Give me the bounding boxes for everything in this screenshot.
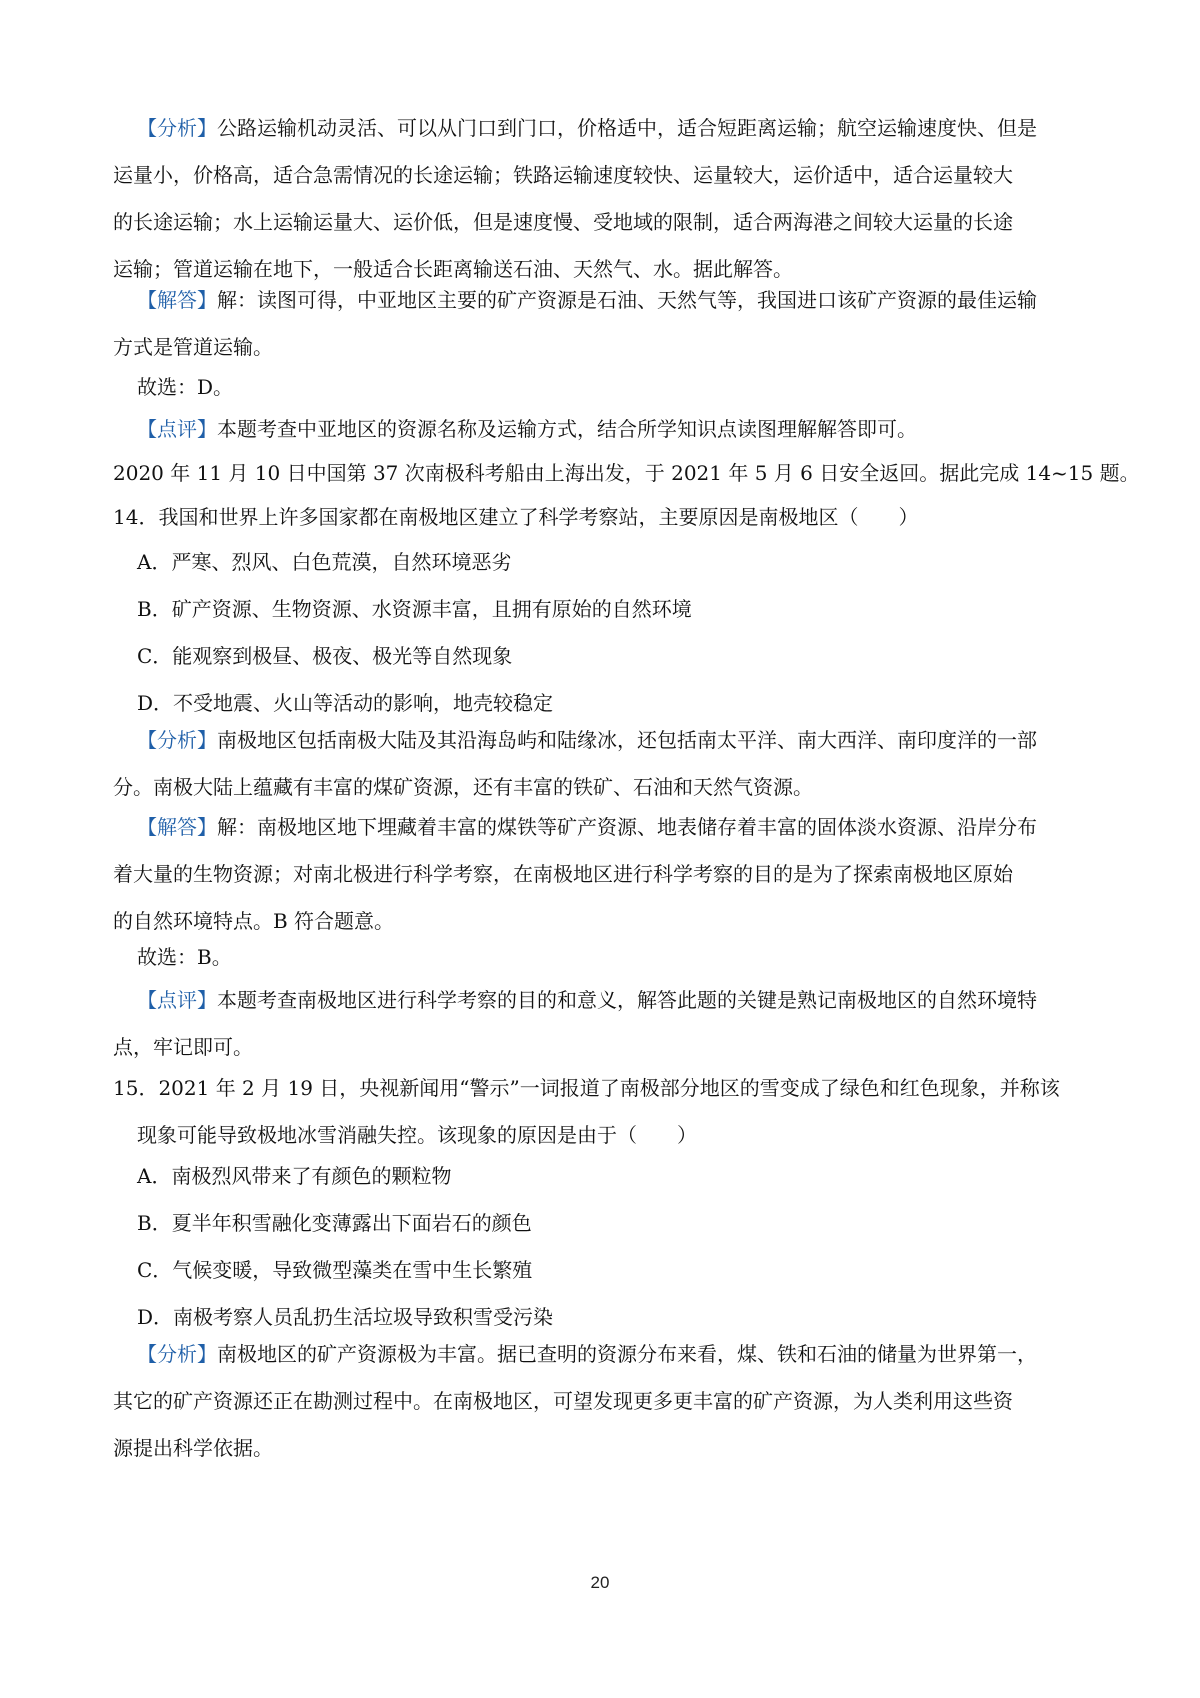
q14-analysis	[113, 717, 1103, 811]
option-a: A．南极烈风带来了有颜色的颗粒物	[137, 1164, 452, 1188]
text-line: 公路运输机动灵活、可以从门口到门口，价格适中，适合短距离运输；航空运输速度快、但是	[217, 116, 1037, 140]
q14-choice	[137, 934, 1103, 981]
comment-tag: 【点评】	[137, 988, 217, 1012]
text-line: 运量小，价格高，适合急需情况的长途运输；铁路运输速度较快、运量较大，运价适中，适合运量较大	[113, 163, 1013, 187]
page-number: 20	[590, 1573, 610, 1592]
q15-analysis	[113, 1331, 1103, 1472]
text-line: 本题考查南极地区进行科学考察的目的和意义，解答此题的关键是熟记南极地区的自然环境特	[217, 988, 1037, 1012]
option-b: B．夏半年积雪融化变薄露出下面岩石的颜色	[137, 1211, 532, 1235]
text-line: 方式是管道运输。	[113, 335, 273, 359]
q13-answer	[113, 277, 1103, 371]
q15-stem	[113, 1065, 1103, 1159]
option-c: C．能观察到极昼、极夜、极光等自然现象	[137, 644, 513, 668]
choice-line: 故选：D。	[137, 375, 234, 399]
q13-analysis	[113, 105, 1103, 293]
text-line: 分。南极大陆上蕴藏有丰富的煤矿资源，还有丰富的铁矿、石油和天然气资源。	[113, 775, 813, 799]
text-line: 解：南极地区地下埋藏着丰富的煤铁等矿产资源、地表储存着丰富的固体淡水资源、沿岸分布	[217, 815, 1037, 839]
text-line: 的自然环境特点。B 符合题意。	[113, 909, 395, 933]
text-line: 着大量的生物资源；对南北极进行科学考察，在南极地区进行科学考察的目的是为了探索南极地区原始	[113, 862, 1013, 886]
analysis-tag: 【分析】	[137, 1342, 217, 1366]
answer-tag: 【解答】	[137, 815, 217, 839]
option-b: B．矿产资源、生物资源、水资源丰富，且拥有原始的自然环境	[137, 597, 692, 621]
q13-comment	[137, 406, 1103, 453]
text-line: 源提出科学依据。	[113, 1436, 273, 1460]
option-c: C．气候变暖，导致微型藻类在雪中生长繁殖	[137, 1258, 533, 1282]
q14-answer	[113, 804, 1103, 945]
text-line: 本题考查中亚地区的资源名称及运输方式，结合所学知识点读图理解解答即可。	[217, 417, 917, 441]
text-line: 的长途运输；水上运输运量大、运价低，但是速度慢、受地域的限制，适合两海港之间较大运量的长途	[113, 210, 1013, 234]
text-line: 南极地区的矿产资源极为丰富。据已查明的资源分布来看，煤、铁和石油的储量为世界第一，	[217, 1342, 1037, 1366]
stem-line: 现象可能导致极地冰雪消融失控。该现象的原因是由于（ ）	[137, 1123, 697, 1147]
q14-comment	[113, 977, 1103, 1071]
stem-line: 15．2021 年 2 月 19 日，央视新闻用“警示”一词报道了南极部分地区的雪变成了绿色和红色现象，并称该	[113, 1076, 1060, 1100]
answer-tag: 【解答】	[137, 288, 217, 312]
intro-line: 2020 年 11 月 10 日中国第 37 次南极科考船由上海出发，于 2021 年 5 月 6 日安全返回。据此完成 14~15 题。	[113, 461, 1140, 485]
comment-tag: 【点评】	[137, 417, 217, 441]
q14-stem	[113, 494, 1103, 541]
option-d: D．南极考察人员乱扔生活垃圾导致积雪受污染	[137, 1305, 554, 1329]
option-d: D．不受地震、火山等活动的影响，地壳较稳定	[137, 691, 554, 715]
choice-line: 故选：B。	[137, 945, 232, 969]
option-a: A．严寒、烈风、白色荒漠，自然环境恶劣	[137, 550, 512, 574]
analysis-tag: 【分析】	[137, 116, 217, 140]
q14-options	[137, 539, 1103, 727]
text-line: 南极地区包括南极大陆及其沿海岛屿和陆缘冰，还包括南太平洋、南大西洋、南印度洋的一部	[217, 728, 1037, 752]
q15-options	[137, 1153, 1103, 1341]
q13-choice	[137, 364, 1103, 411]
stem-line: 14．我国和世界上许多国家都在南极地区建立了科学考察站，主要原因是南极地区（ ）	[113, 505, 919, 529]
text-line: 解：读图可得，中亚地区主要的矿产资源是石油、天然气等，我国进口该矿产资源的最佳运输	[217, 288, 1037, 312]
text-line: 其它的矿产资源还正在勘测过程中。在南极地区，可望发现更多更丰富的矿产资源，为人类利用这些资	[113, 1389, 1013, 1413]
section-intro	[113, 450, 1140, 497]
text-line: 运输；管道运输在地下，一般适合长距离输送石油、天然气、水。据此解答。	[113, 257, 793, 281]
text-line: 点，牢记即可。	[113, 1035, 253, 1059]
analysis-tag: 【分析】	[137, 728, 217, 752]
